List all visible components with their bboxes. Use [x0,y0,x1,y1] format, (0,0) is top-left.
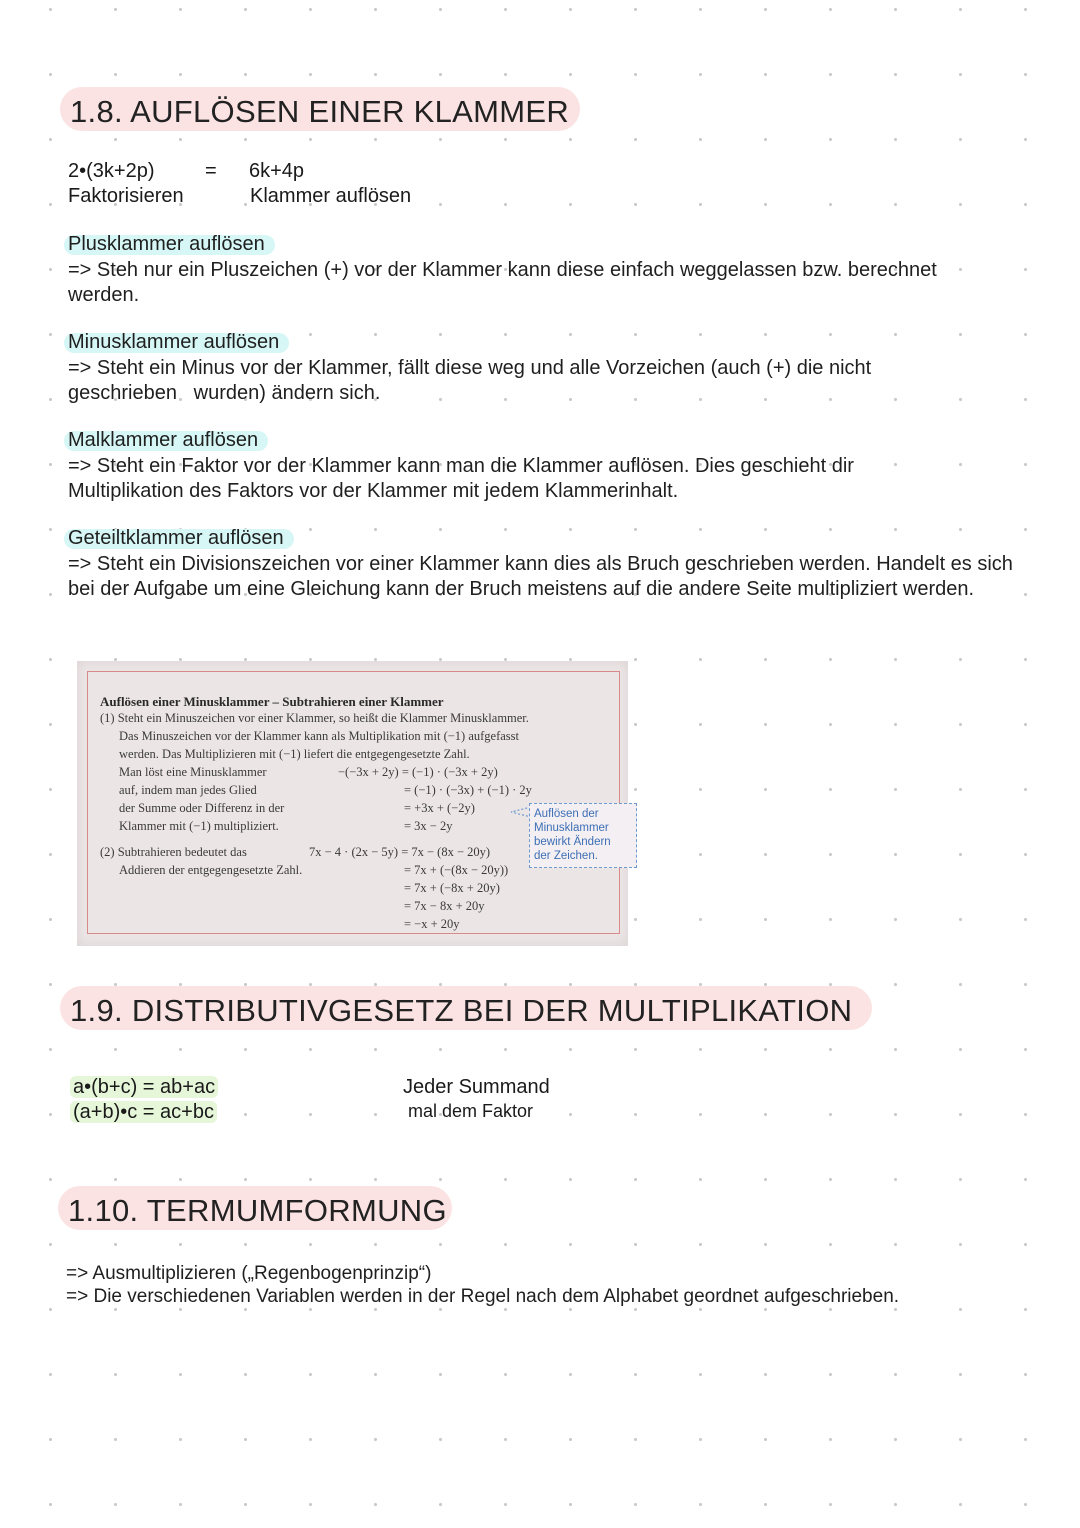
textbook-line: werden. Das Multiplizieren mit (−1) liefert die entgegengesetzte Zahl. [119,747,470,761]
section-title-text: 1.8. AUFLÖSEN EINER KLAMMER [70,94,570,129]
margin-note: Auflösen der Minusklammer bewirkt Ändern der Zeichen. [529,803,637,868]
equation-line: = 7x − 8x + 20y [404,899,485,913]
textbook-line: Das Minuszeichen vor der Klammer kann als Multiplikation mit (−1) aufgefasst [119,729,520,743]
subheading-plusklammer: Plusklammer auflösen [68,233,265,256]
section-title-1-8 [70,94,569,130]
equation-line: 7x − 4 · (2x − 5y) = 7x − (8x − 20y) [309,845,491,859]
textbook-photo [77,661,628,946]
textbook-line: Addieren der entgegengesetzte Zahl. [119,863,303,877]
textbook-line: (2) Subtrahieren bedeutet das [100,845,247,859]
subheading-malklammer: Malklammer auflösen [68,429,258,452]
textbook-line: Man löst eine Minusklammer [119,765,267,779]
distributive-note-1: Jeder Summand [403,1076,550,1098]
section-title-1-9 [70,993,852,1029]
example-right-expression: 6k+4p [249,160,305,182]
equation-line: = 3x − 2y [404,819,453,833]
example-equals: = [205,160,217,182]
section-title-1-10 [68,1193,447,1229]
textbook-title: Auflösen einer Minusklammer – Subtrahieren einer Klammer [100,694,444,709]
textbook-line: der Summe oder Differenz in der [119,801,285,815]
equation-line: = 7x + (−8x + 20y) [404,881,500,895]
textbook-line: Klammer mit (−1) multipliziert. [119,819,279,833]
example-left-expression: 2•(3k+2p) [68,160,155,182]
termumformung-line-1: => Ausmultiplizieren („Regenbogenprinzip“) [66,1263,432,1284]
example-left-label: Faktorisieren [68,185,184,207]
distributive-law-2: (a+b)•c = ac+bc [70,1101,217,1124]
distributive-note-2: mal dem Faktor [408,1101,534,1121]
subheading-minusklammer: Minusklammer auflösen [68,331,279,354]
section-title-text: 1.9. DISTRIBUTIVGESETZ BEI DER MULTIPLIKATION [70,993,853,1028]
equation-line: = −x + 20y [404,917,460,931]
paragraph-minusklammer: => Steht ein Minus vor der Klammer, fällt diese weg und alle Vorzeichen (auch (+) die nicht geschrieben wurden) ändern sich. [68,357,877,404]
textbook-line: (1) Steht ein Minuszeichen vor einer Klammer, so heißt die Klammer Minusklammer. [100,711,529,725]
subheading-geteiltklammer: Geteiltklammer auflösen [68,527,284,550]
equation-line: = 7x + (−(8x − 20y)) [404,863,509,877]
paragraph-malklammer: => Steht ein Faktor vor der Klammer kann man die Klammer auflösen. Dies geschieht dir Multiplikation des Faktors vor der Klammer mit jedem Klammerinhalt. [68,455,854,502]
distributive-law-1: a•(b+c) = ab+ac [70,1076,218,1099]
equation-line: = (−1) · (−3x) + (−1) · 2y [404,783,532,797]
textbook-box [87,671,620,934]
textbook-line: auf, indem man jedes Glied [119,783,257,797]
equation-line: = +3x + (−2y) [404,801,475,815]
paragraph-plusklammer: => Steh nur ein Pluszeichen (+) vor der Klammer kann diese einfach weggelassen bzw. berechnet werden. [68,259,937,306]
termumformung-line-2: => Die verschiedenen Variablen werden in der Regel nach dem Alphabet geordnet aufgeschrieben. [66,1286,900,1307]
section-title-text: 1.10. TERMUMFORMUNG [68,1193,447,1228]
equation-line: −(−3x + 2y) = (−1) · (−3x + 2y) [338,765,498,779]
paragraph-geteiltklammer: => Steht ein Divisionszeichen vor einer Klammer kann dies als Bruch geschrieben werden. Handelt es sich bei der Aufgabe um eine Gleichung kann der Bruch meistens auf die andere Seite multipliziert werden. [68,553,1013,600]
example-right-label: Klammer auflösen [250,185,412,207]
